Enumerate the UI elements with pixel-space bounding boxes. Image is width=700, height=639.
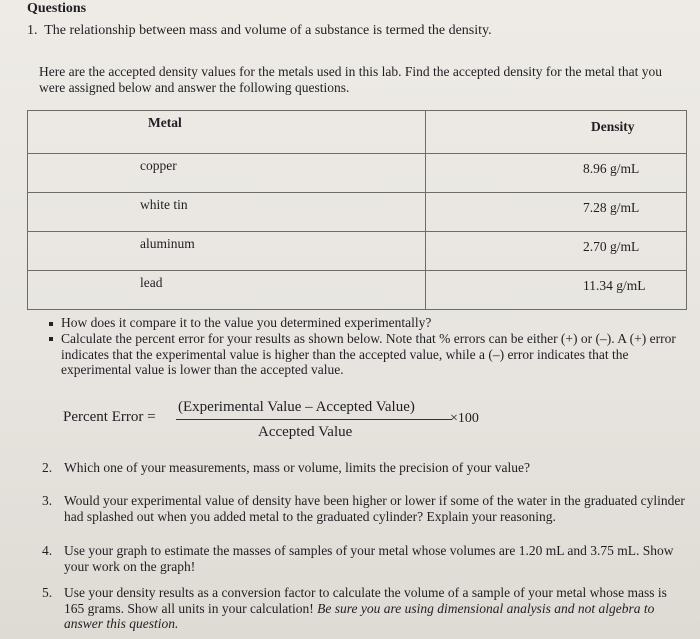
- formula-label: Percent Error =: [63, 409, 156, 425]
- formula-numerator: (Experimental Value – Accepted Value): [178, 399, 415, 415]
- density-table: [27, 110, 687, 310]
- table-row: [28, 193, 687, 232]
- cell-metal: white tin: [28, 193, 426, 232]
- cell-density: 11.34 g/mL: [426, 271, 687, 310]
- bullet-text: How does it compare it to the value you determined experimentally?: [61, 315, 432, 330]
- question-1: [27, 23, 492, 39]
- formula-denominator: Accepted Value: [258, 424, 353, 440]
- cell-density: 8.96 g/mL: [426, 154, 687, 193]
- table-row: [28, 271, 687, 310]
- cell-metal: aluminum: [28, 232, 426, 271]
- question-1-text: The relationship between mass and volume of a substance is termed the density.: [44, 23, 492, 38]
- table-header-row: [28, 111, 687, 154]
- question-1-intro: Here are the accepted density values for the metals used in this lab. Find the accepted density for the metal that you were assigned below and answer the following questions.: [39, 64, 663, 95]
- section-heading: Questions: [27, 1, 87, 16]
- cell-metal: copper: [28, 154, 426, 193]
- question-text: Would your experimental value of density have been higher or lower if some of the water in the graduated cylinder had splashed out when you added metal to the graduated cylinder? Explain your reasoning.: [64, 493, 685, 524]
- header-density: Density: [426, 111, 687, 154]
- bullet-text: Calculate the percent error for your results as shown below. Note that % errors can be either (+) or (–). A (+) error indicates that the experimental value is higher than the accepted value, while a (–) error indicates that the experimental value is lower than the accepted value.: [61, 331, 676, 377]
- question-2: [42, 460, 689, 476]
- question-number: 2.: [42, 460, 53, 475]
- question-text: Use your density results as a conversion factor to calculate the volume of a sample of your metal whose mass is 165 grams. Show all units in your calculation!: [64, 585, 667, 616]
- bullet-icon: [49, 337, 53, 341]
- cell-density: 7.28 g/mL: [426, 193, 687, 232]
- question-1-number: 1.: [27, 23, 38, 38]
- question-number: 3.: [42, 493, 53, 508]
- bullet-compare: [49, 315, 431, 331]
- table-row: [28, 154, 687, 193]
- question-text: Which one of your measurements, mass or volume, limits the precision of your value?: [64, 460, 531, 475]
- fraction-bar: [176, 419, 452, 420]
- bullet-icon: [49, 322, 53, 326]
- formula-multiplier: ×100: [450, 411, 479, 426]
- question-3: [42, 493, 689, 524]
- question-5: [42, 585, 689, 632]
- question-number: 4.: [42, 543, 53, 558]
- question-4: [42, 543, 689, 574]
- question-italic-note: Be sure you are using dimensional analysis and not algebra to answer this question.: [64, 600, 655, 631]
- question-number: 5.: [42, 585, 53, 600]
- cell-density: 2.70 g/mL: [426, 232, 687, 271]
- header-metal: Metal: [28, 111, 426, 154]
- cell-metal: lead: [28, 271, 426, 310]
- question-text: Use your graph to estimate the masses of samples of your metal whose volumes are 1.20 mL and 3.75 mL. Show your work on the graph!: [64, 543, 674, 574]
- table-row: [28, 232, 687, 271]
- bullet-percent-error: [49, 331, 689, 378]
